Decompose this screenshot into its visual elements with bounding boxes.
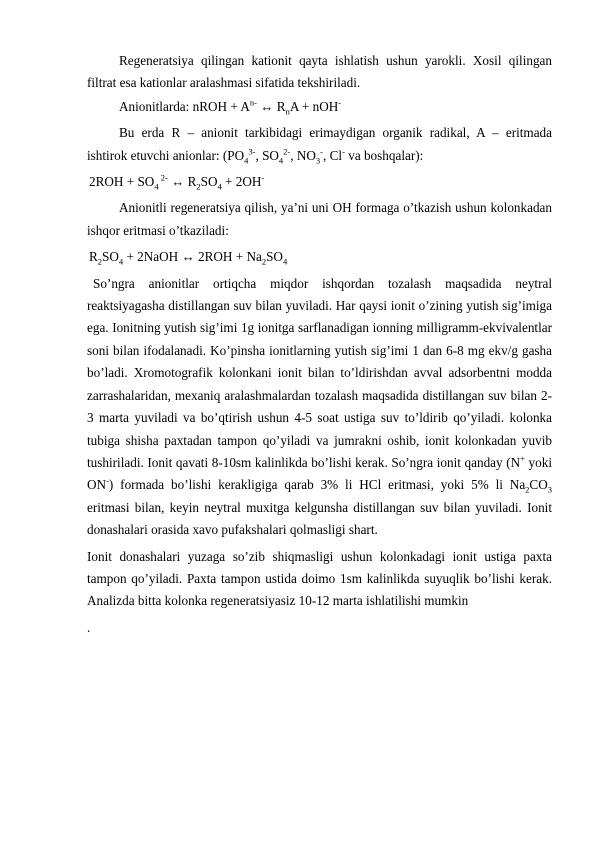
equation-sulfate-exchange: $2ROH + SO_4$ $^{2-}$ ↔ $R_2SO_4 + 2OH^-$ — [89, 172, 265, 192]
trailing-dot: . — [87, 619, 91, 635]
paragraph-regeneration-kationit: Regeneratsiya qilingan kationit qayta ishlatish ushun yarokli. Xosil qilingan filtrat esa kationlar aralashmasi sifatida tekshiriladi. — [87, 53, 552, 91]
paragraph-anion-definition: Bu erda R – anionit tarkibidagi erimaydigan organik radikal, A – eritmada ishtirok etuvchi anionlar: ($PO_4^{3-}$, $SO_4^{2-}$, $NO_3^-$, Cl- va boshqalar): — [87, 125, 552, 166]
paragraph-ionit-capacity: So’ngra anionitlar ortiqcha miqdor ishqordan tozalash maqsadida neytral reaktsiyagasha distillangan suv bilan yuviladi. Har qaysi ionit o’zining yutish sig’imiga ega. Ionitning yutish sig’imi 1g ionitga sarflanadigan ionning milligramm-ekvivalentlar soni bilan ifodalanadi. Ko’pinsha ionitlarning yutish sig’imi 1 dan 6-8 mg ekv/g gasha bo’ladi. Xromotografik kolonkani ionit bilan to’ldirishdan avval adsorbentni modda zarrashalaridan, mexaniq aralashmalardan tozalash maqsadida distillangan suv bilan 2-3 marta yuviladi va bo’qtirish ushun 4-5 soat ustiga suv to’ldirib qo’yiladi. kolonka tubiga shisha paxtadan tampon qo’yiladi va jumrakni oshib, ionit kolonkadan yuvib tushiriladi. Ionit qavati 8-10sm kalinlikda bo’lishi kerak. So’ngra ionit qanday (N+ yoki ON-) formada bo’lishi kerakligiga qarab 3% li HCl eritmasi, yoki 5% li $Na_2CO_3$ eritmasi bilan, keyin neytral muxitga kelgunsha distillangan suv bilan yuviladi. Ionit donashalari orasida xavo pufakshalari qolmasligi shart. — [87, 275, 552, 538]
paragraph-cotton-tampon: Ionit donashalari yuzaga so’zib shiqmasligi ushun kolonkadagi ionit ustiga paxta tampon qo’yiladi. Paxta tampon ustida doimo 1sm kalinlikda suyuqlik bo’lishi kerak. Analizda bitta kolonka regeneratsiyasiz 10-12 marta ishlatilishi mumkin — [87, 548, 552, 609]
equation-naoh-regeneration: $R_2SO_4$ + 2NaOH ↔ $2ROH + Na_2SO_4$ — [89, 249, 288, 267]
document-page — [87, 50, 552, 639]
equation-anionit-exchange: Anionitlarda: nROH + $A^{n-}$ ↔ $R_nA + nOH^-$ — [119, 97, 342, 117]
paragraph-anionit-regeneration: Anionitli regeneratsiya qilish, ya’ni uni OH formaga o’tkazish ushun kolonkadan ishqor eritmasi o’tkaziladi: — [87, 200, 552, 238]
